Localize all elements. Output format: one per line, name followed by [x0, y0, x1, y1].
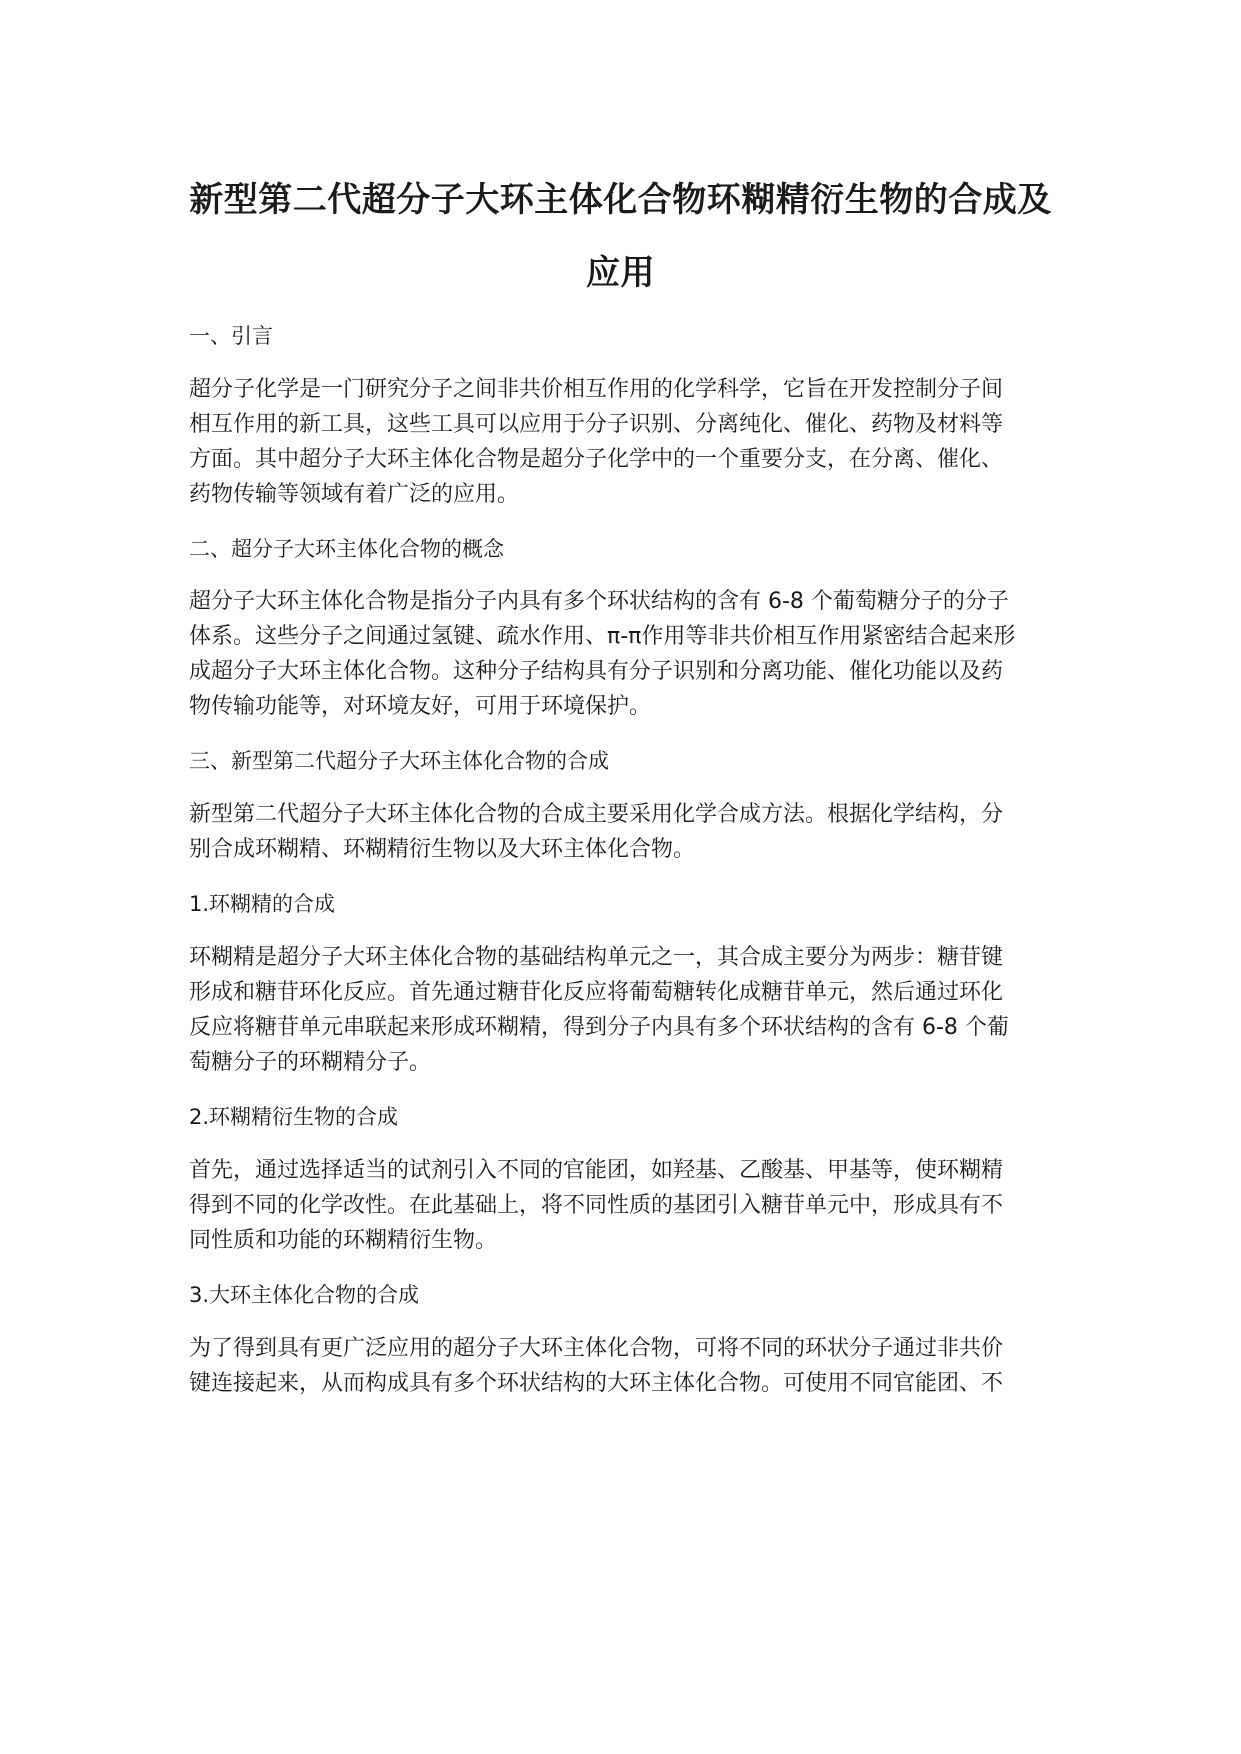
- paragraph-line: 得到不同的化学改性。在此基础上，将不同性质的基团引入糖苷单元中，形成具有不: [189, 1193, 1004, 1218]
- document-title-line-1: 新型第二代超分子大环主体化合物环糊精衍生物的合成及: [189, 180, 1052, 220]
- subsection-heading-derivatives: 2.环糊精衍生物的合成: [189, 1105, 399, 1129]
- paragraph-line: 为了得到具有更广泛应用的超分子大环主体化合物，可将不同的环状分子通过非共价: [189, 1336, 1004, 1361]
- paragraph-line: 超分子化学是一门研究分子之间非共价相互作用的化学科学，它旨在开发控制分子间: [189, 377, 1004, 402]
- paragraph-line: 形成和糖苷环化反应。首先通过糖苷化反应将葡萄糖转化成糖苷单元，然后通过环化: [189, 980, 1004, 1005]
- document-title-line-2: 应用: [586, 253, 655, 293]
- paragraph-line: 环糊精是超分子大环主体化合物的基础结构单元之一，其合成主要分为两步：糖苷键: [189, 945, 1004, 970]
- paragraph-line: 方面。其中超分子大环主体化合物是超分子化学中的一个重要分支，在分离、催化、: [189, 447, 1004, 472]
- paragraph-line: 体系。这些分子之间通过氢键、疏水作用、π-π作用等非共价相互作用紧密结合起来形: [189, 624, 1016, 649]
- paragraph-line: 成超分子大环主体化合物。这种分子结构具有分子识别和分离功能、催化功能以及药: [189, 659, 1004, 684]
- paragraph-line: 新型第二代超分子大环主体化合物的合成主要采用化学合成方法。根据化学结构，分: [189, 802, 1004, 827]
- paragraph-line: 药物传输等领域有着广泛的应用。: [189, 482, 520, 507]
- section-heading-introduction: 一、引言: [189, 324, 273, 348]
- paragraph-line: 反应将糖苷单元串联起来形成环糊精，得到分子内具有多个环状结构的含有 6-8 个葡: [189, 1015, 1009, 1040]
- section-heading-synthesis: 三、新型第二代超分子大环主体化合物的合成: [189, 749, 609, 773]
- paragraph-line: 首先，通过选择适当的试剂引入不同的官能团，如羟基、乙酸基、甲基等，使环糊精: [189, 1158, 1004, 1183]
- paragraph-line: 超分子大环主体化合物是指分子内具有多个环状结构的含有 6-8 个葡萄糖分子的分子: [189, 589, 1009, 614]
- paragraph-line: 键连接起来，从而构成具有多个环状结构的大环主体化合物。可使用不同官能团、不: [189, 1371, 1004, 1396]
- subsection-heading-cyclodextrin: 1.环糊精的合成: [189, 892, 336, 916]
- paragraph-line: 相互作用的新工具，这些工具可以应用于分子识别、分离纯化、催化、药物及材料等: [189, 412, 1004, 437]
- paragraph-line: 萄糖分子的环糊精分子。: [189, 1050, 432, 1075]
- section-heading-concept: 二、超分子大环主体化合物的概念: [189, 537, 504, 561]
- paragraph-line: 物传输功能等，对环境友好，可用于环境保护。: [189, 694, 652, 719]
- subsection-heading-macrocyclic-host: 3.大环主体化合物的合成: [189, 1283, 420, 1307]
- paragraph-line: 别合成环糊精、环糊精衍生物以及大环主体化合物。: [189, 837, 696, 862]
- paragraph-line: 同性质和功能的环糊精衍生物。: [189, 1228, 498, 1253]
